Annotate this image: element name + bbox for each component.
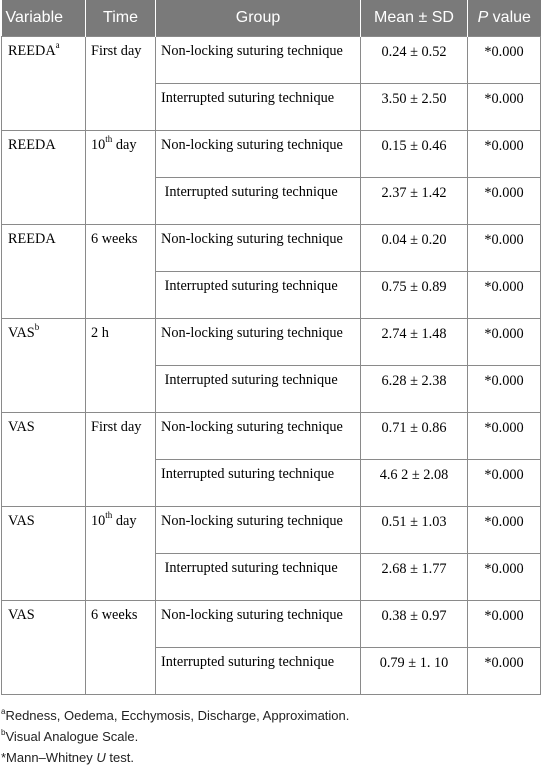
header-p-italic: P bbox=[477, 9, 489, 26]
header-p-rest: value bbox=[488, 9, 531, 26]
cell-mean-sd: 0.79 ± 1. 10 bbox=[361, 648, 468, 695]
cell-p-value: *0.000 bbox=[468, 84, 541, 131]
cell-p-value: *0.000 bbox=[468, 366, 541, 413]
time-unit: day bbox=[112, 513, 137, 529]
table-row bbox=[2, 225, 541, 272]
cell-p-value: *0.000 bbox=[468, 225, 541, 272]
cell-group: Non-locking suturing technique bbox=[156, 507, 361, 554]
cell-mean-sd: 2.37 ± 1.42 bbox=[361, 178, 468, 225]
cell-group: Non-locking suturing technique bbox=[156, 131, 361, 178]
time-text: 6 weeks bbox=[91, 607, 138, 623]
time-text: 10 bbox=[91, 513, 106, 529]
cell-p-value: *0.000 bbox=[468, 413, 541, 460]
cell-group: Non-locking suturing technique bbox=[156, 225, 361, 272]
cell-time bbox=[86, 507, 156, 601]
cell-time bbox=[86, 319, 156, 413]
footnote-c-suffix: test. bbox=[105, 750, 134, 765]
cell-p-value: *0.000 bbox=[468, 554, 541, 601]
time-text: First day bbox=[91, 419, 142, 435]
cell-group: Non-locking suturing technique bbox=[156, 601, 361, 648]
variable-text: VAS bbox=[8, 419, 35, 435]
time-text: 6 weeks bbox=[91, 231, 138, 247]
cell-mean-sd: 3.50 ± 2.50 bbox=[361, 84, 468, 131]
variable-text: VAS bbox=[8, 607, 35, 623]
time-ordinal-suffix: th bbox=[105, 510, 113, 521]
footnote-b-mark: b bbox=[1, 727, 6, 737]
cell-mean-sd: 0.24 ± 0.52 bbox=[361, 37, 468, 84]
cell-mean-sd: 4.6 2 ± 2.08 bbox=[361, 460, 468, 507]
cell-variable bbox=[2, 413, 86, 507]
variable-text: VAS bbox=[8, 325, 35, 341]
cell-mean-sd: 2.74 ± 1.48 bbox=[361, 319, 468, 366]
cell-p-value: *0.000 bbox=[468, 507, 541, 554]
header-p-value bbox=[468, 0, 541, 37]
table-header-row bbox=[2, 0, 541, 37]
table-body bbox=[2, 37, 541, 695]
cell-group: Non-locking suturing technique bbox=[156, 37, 361, 84]
variable-text: VAS bbox=[8, 513, 35, 529]
cell-time bbox=[86, 413, 156, 507]
variable-text: REEDA bbox=[8, 231, 56, 247]
cell-group: Interrupted suturing technique bbox=[156, 554, 361, 601]
footnote-b bbox=[1, 726, 542, 747]
header-time: Time bbox=[86, 0, 156, 37]
table-row bbox=[2, 37, 541, 84]
footnote-b-text: Visual Analogue Scale. bbox=[5, 729, 139, 744]
footnote-a bbox=[1, 705, 542, 726]
cell-group: Interrupted suturing technique bbox=[156, 178, 361, 225]
time-ordinal-suffix: th bbox=[105, 134, 113, 145]
cell-p-value: *0.000 bbox=[468, 272, 541, 319]
time-text: 2 h bbox=[91, 325, 109, 341]
header-mean-sd: Mean ± SD bbox=[361, 0, 468, 37]
variable-text: REEDA bbox=[8, 137, 56, 153]
cell-p-value: *0.000 bbox=[468, 648, 541, 695]
cell-mean-sd: 0.71 ± 0.86 bbox=[361, 413, 468, 460]
cell-group: Interrupted suturing technique bbox=[156, 272, 361, 319]
cell-mean-sd: 0.75 ± 0.89 bbox=[361, 272, 468, 319]
cell-variable bbox=[2, 37, 86, 131]
cell-mean-sd: 2.68 ± 1.77 bbox=[361, 554, 468, 601]
cell-group: Non-locking suturing technique bbox=[156, 413, 361, 460]
cell-time bbox=[86, 37, 156, 131]
cell-p-value: *0.000 bbox=[468, 460, 541, 507]
cell-group: Interrupted suturing technique bbox=[156, 84, 361, 131]
cell-p-value: *0.000 bbox=[468, 319, 541, 366]
time-unit: day bbox=[112, 137, 137, 153]
header-group: Group bbox=[156, 0, 361, 37]
footnote-c bbox=[1, 747, 542, 768]
footnote-c-italic: U bbox=[96, 750, 106, 765]
cell-variable bbox=[2, 601, 86, 695]
table-row bbox=[2, 507, 541, 554]
time-text: 10 bbox=[91, 137, 106, 153]
footnote-a-mark: a bbox=[1, 706, 6, 716]
cell-variable bbox=[2, 131, 86, 225]
cell-group: Interrupted suturing technique bbox=[156, 648, 361, 695]
variable-text: REEDA bbox=[8, 43, 56, 59]
table-footnotes bbox=[1, 705, 542, 768]
cell-mean-sd: 0.51 ± 1.03 bbox=[361, 507, 468, 554]
cell-variable bbox=[2, 225, 86, 319]
cell-time bbox=[86, 601, 156, 695]
table-row bbox=[2, 131, 541, 178]
cell-mean-sd: 6.28 ± 2.38 bbox=[361, 366, 468, 413]
variable-footnote-mark: a bbox=[55, 40, 60, 51]
cell-p-value: *0.000 bbox=[468, 601, 541, 648]
header-variable: Variable bbox=[2, 0, 86, 37]
cell-p-value: *0.000 bbox=[468, 37, 541, 84]
table-row bbox=[2, 601, 541, 648]
results-table bbox=[1, 0, 541, 695]
footnote-c-prefix: *Mann–Whitney bbox=[1, 750, 97, 765]
variable-footnote-mark: b bbox=[34, 322, 40, 333]
cell-group: Interrupted suturing technique bbox=[156, 460, 361, 507]
cell-time bbox=[86, 131, 156, 225]
cell-variable bbox=[2, 319, 86, 413]
cell-p-value: *0.000 bbox=[468, 131, 541, 178]
cell-mean-sd: 0.15 ± 0.46 bbox=[361, 131, 468, 178]
footnote-a-text: Redness, Oedema, Ecchymosis, Discharge, Approximation. bbox=[5, 708, 350, 723]
time-text: First day bbox=[91, 43, 142, 59]
cell-variable bbox=[2, 507, 86, 601]
cell-p-value: *0.000 bbox=[468, 178, 541, 225]
table-row bbox=[2, 319, 541, 366]
cell-time bbox=[86, 225, 156, 319]
cell-mean-sd: 0.38 ± 0.97 bbox=[361, 601, 468, 648]
cell-group: Interrupted suturing technique bbox=[156, 366, 361, 413]
cell-mean-sd: 0.04 ± 0.20 bbox=[361, 225, 468, 272]
cell-group: Non-locking suturing technique bbox=[156, 319, 361, 366]
table-row bbox=[2, 413, 541, 460]
